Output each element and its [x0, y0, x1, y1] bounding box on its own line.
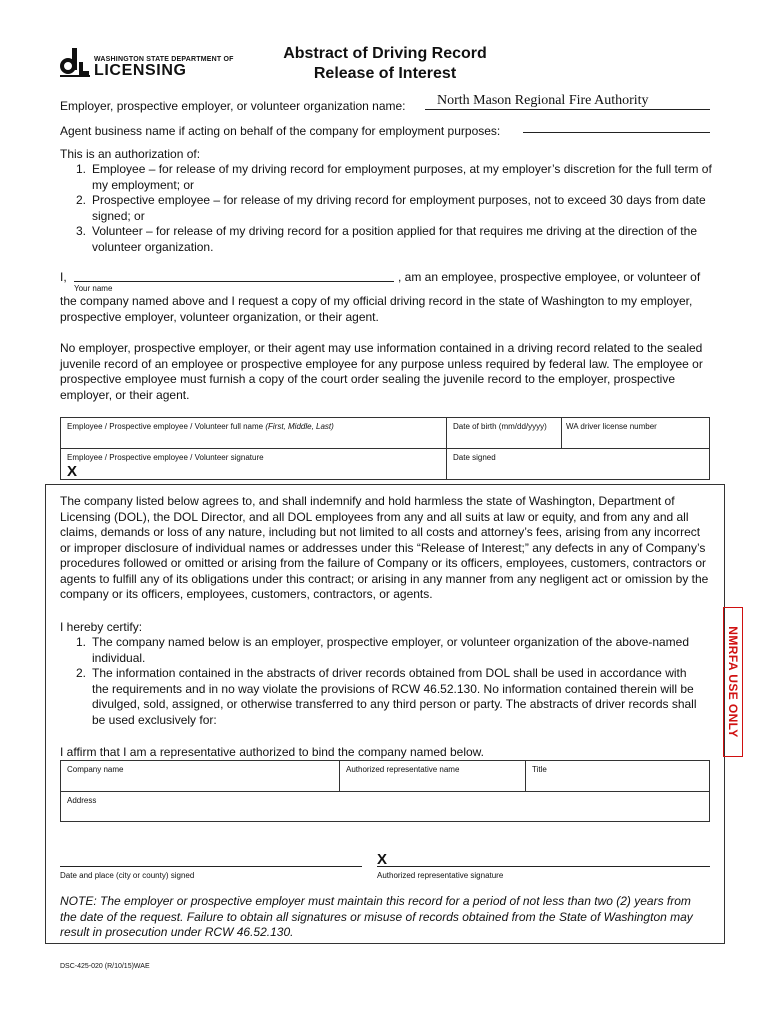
- certify-item-1: 1. The company named below is an employer, prospective employer, or volunteer organization of the above-named individual.: [76, 635, 690, 665]
- employee-date-signed-field[interactable]: [447, 449, 709, 479]
- authorization-item-volunteer: 3. Volunteer – for release of my driving record for a position applied for that requires me driving at the direction of the volunteer organization.: [76, 224, 697, 254]
- dob-field[interactable]: [447, 418, 560, 448]
- your-name-field[interactable]: [74, 266, 394, 282]
- declaration-continuation: the company named above and I request a copy of my official driving record in the state of Washington to my employer, prospective employer, volunteer organization, or their agent.: [60, 294, 693, 324]
- employer-field[interactable]: [425, 93, 710, 110]
- company-address-field[interactable]: [61, 792, 709, 821]
- authorization-intro: This is an authorization of:: [60, 147, 201, 161]
- rep-signature-label: Authorized representative signature: [377, 871, 504, 880]
- rep-name-label: Authorized representative name: [346, 765, 460, 774]
- company-name-label: Company name: [67, 765, 124, 774]
- retention-note: NOTE: The employer or prospective employer must maintain this record for a period of not less than two (2) years from the date of the request. Failure to obtain all signatures or misuse of records obtained from the State of Washington may result in prosecution under RCW 46.52.130.: [60, 894, 693, 939]
- employer-label: Employer, prospective employer, or volunteer organization name:: [60, 99, 406, 113]
- full-name-field[interactable]: [61, 418, 445, 448]
- agency-top-line: WASHINGTON STATE DEPARTMENT OF: [94, 56, 234, 63]
- agent-field[interactable]: [523, 118, 710, 133]
- employee-signature-label: Employee / Prospective employee / Volunteer signature: [67, 453, 264, 462]
- employee-signature-x: X: [67, 463, 78, 480]
- agency-name: LICENSING: [94, 62, 187, 79]
- full-name-label: Employee / Prospective employee / Volunteer full name: [67, 422, 264, 431]
- rep-title-field[interactable]: [526, 761, 709, 791]
- agent-label: Agent business name if acting on behalf of the company for employment purposes:: [60, 124, 501, 138]
- form-number: DSC-425-020 (R/10/15)WAE: [60, 963, 150, 970]
- company-name-field[interactable]: [61, 761, 338, 791]
- form-title: Abstract of Driving Record: [283, 45, 487, 62]
- dob-label: Date of birth (mm/dd/yyyy): [453, 422, 547, 431]
- indemnity-text: The company listed below agrees to, and shall indemnify and hold harmless the state of Washington, Department of Licensing (DOL), the DOL Director, and all DOL employees from any and all suits at law or equity, and from any and all claims, demands or loss of any nature, including but not limited to all costs and attorney’s fees, arising from any incorrect or improper disclosure of individual names or addresses under this “Release of Interest;” any defects in any of Company’s procedures followed or omitted or arising from the failure of Company or its officers, employees, customers, contractors or agents to fulfill any of its obligations under this contract; or arising in any manner from any negligent act or omission by the company or its officers, employees, customers, contractors, or agents.: [60, 494, 709, 601]
- nmrfa-use-only-stamp: [723, 607, 743, 757]
- dol-logo-icon: [60, 48, 90, 78]
- employee-signature-field[interactable]: [61, 449, 445, 479]
- authorization-item-employee: 1. Employee – for release of my driving record for employment purposes, at my employer’s discretion for the full term of my employment; or: [76, 162, 712, 192]
- rep-name-field[interactable]: [340, 761, 524, 791]
- company-address-label: Address: [67, 796, 97, 805]
- your-name-caption: Your name: [74, 284, 113, 293]
- rep-signature-field[interactable]: [377, 852, 710, 867]
- juvenile-notice: No employer, prospective employer, or their agent may use information contained in a driving record related to the sealed juvenile record of an employee or prospective employee for any purpose unless required by federal law. The employee or prospective employee must furnish a copy of the court order sealing the juvenile record to the employer, prospective employer, or their agent.: [60, 341, 703, 402]
- declaration-prefix: I,: [60, 270, 67, 284]
- rep-signature-x: X: [377, 851, 388, 868]
- authorization-list: [76, 162, 716, 255]
- affirm-statement: I affirm that I am a representative authorized to bind the company named below.: [60, 745, 485, 759]
- date-signed-label: Date signed: [453, 453, 496, 462]
- nmrfa-use-only-text: NMRFA USE ONLY: [726, 626, 740, 738]
- date-place-field[interactable]: [60, 852, 362, 867]
- full-name-label-wrap: [67, 422, 334, 431]
- date-place-label: Date and place (city or county) signed: [60, 871, 195, 880]
- certify-intro: I hereby certify:: [60, 620, 143, 634]
- license-number-field[interactable]: [562, 418, 709, 448]
- certify-item-2: 2. The information contained in the abstracts of driver records obtained from DOL shall be used in accordance with the requirements and in no way violate the provisions of RCW 46.52.130. No information contained therein will be divulged, sold, assigned, or otherwise transferred to any third person or party. The abstracts of driver records shall be used exclusively for:: [76, 666, 697, 727]
- form-subtitle: Release of Interest: [313, 65, 457, 82]
- declaration-suffix: , am an employee, prospective employee, or volunteer of: [398, 270, 701, 284]
- rep-title-label: Title: [532, 765, 547, 774]
- certify-list: [76, 635, 706, 728]
- employer-value: North Mason Regional Fire Authority: [437, 93, 649, 108]
- full-name-hint: (First, Middle, Last): [265, 422, 334, 431]
- authorization-item-prospective: 2. Prospective employee – for release of my driving record for employment purposes, not to exceed 30 days from date signed; or: [76, 193, 706, 223]
- license-number-label: WA driver license number: [566, 422, 657, 431]
